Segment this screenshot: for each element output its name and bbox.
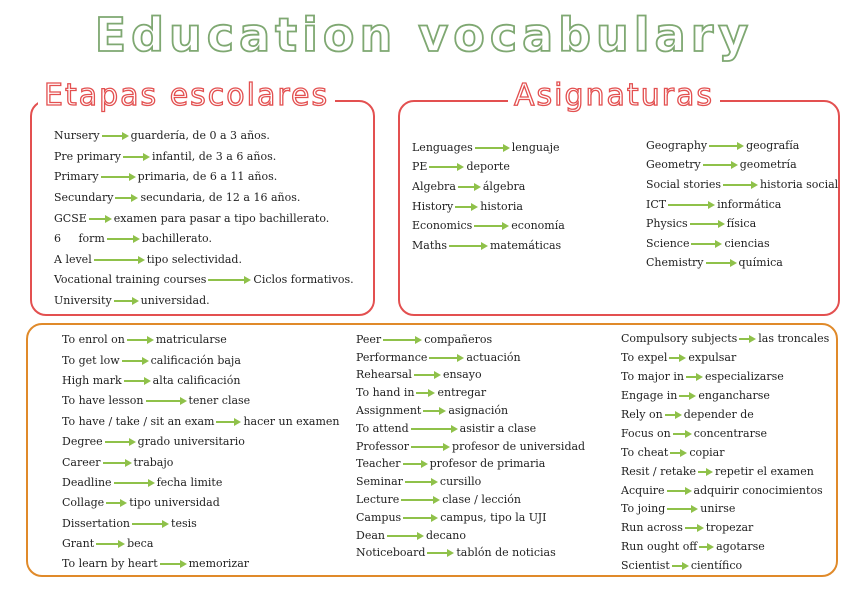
vocab-item xyxy=(621,387,829,406)
spanish-translation: adquirir conocimientos xyxy=(693,483,823,497)
spanish-translation: entregar xyxy=(437,386,487,400)
arrow-right-icon xyxy=(458,183,481,191)
arrow-right-icon xyxy=(105,438,136,446)
vocab-item xyxy=(412,197,565,217)
arrow-right-icon xyxy=(685,524,704,532)
spanish-translation: secundaria, de 12 a 16 años. xyxy=(140,191,301,205)
arrow-right-icon xyxy=(723,181,758,189)
arrow-right-icon xyxy=(670,449,687,457)
arrow-right-icon xyxy=(403,460,428,468)
spanish-translation: especializarse xyxy=(704,370,784,384)
vocab-item xyxy=(62,330,339,350)
spanish-translation: bachillerato. xyxy=(141,232,212,246)
english-term: Social stories xyxy=(646,177,722,191)
arrow-right-icon xyxy=(474,222,509,230)
arrow-right-icon xyxy=(102,132,129,140)
arrow-right-icon xyxy=(405,478,438,486)
spanish-translation: grado universitario xyxy=(137,435,245,449)
english-term: Assignment xyxy=(356,404,422,418)
vocab-item xyxy=(62,412,339,432)
english-term: To cheat xyxy=(621,445,669,459)
arrow-right-icon xyxy=(709,142,744,150)
english-term: ICT xyxy=(646,197,667,211)
arrow-right-icon xyxy=(96,540,125,548)
spanish-translation: compañeros xyxy=(424,332,493,346)
english-term: Primary xyxy=(54,170,99,184)
vocab-item xyxy=(54,208,354,229)
vocab-item xyxy=(62,493,339,513)
english-term: Campus xyxy=(356,510,402,524)
vocab-item xyxy=(621,443,829,462)
vocab-item xyxy=(54,291,354,312)
spanish-translation: calificación baja xyxy=(150,353,241,367)
arrow-right-icon xyxy=(122,357,149,365)
vocab-item xyxy=(646,156,838,176)
spanish-translation: asignación xyxy=(448,404,509,418)
arrow-right-icon xyxy=(114,479,155,487)
arrow-right-icon xyxy=(132,520,169,528)
spanish-translation: primaria, de 6 a 11 años. xyxy=(137,170,278,184)
arrow-right-icon xyxy=(216,418,241,426)
arrow-right-icon xyxy=(686,373,703,381)
arrow-right-icon xyxy=(115,194,138,202)
asignaturas-section xyxy=(398,78,840,316)
vocab-item xyxy=(621,538,829,557)
vocab-column-3 xyxy=(621,330,829,576)
spanish-translation: Ciclos formativos. xyxy=(253,273,354,287)
arrow-right-icon xyxy=(403,514,438,522)
spanish-translation: tesis xyxy=(171,516,197,530)
english-term: Run ought off xyxy=(621,540,698,554)
english-term: PE xyxy=(412,160,428,174)
spanish-translation: ensayo xyxy=(442,368,482,382)
vocab-item xyxy=(62,554,339,574)
english-term: To enrol on xyxy=(62,333,125,347)
vocab-item xyxy=(621,349,829,368)
spanish-translation: depender de xyxy=(683,408,754,421)
vocab-item xyxy=(412,236,565,256)
spanish-translation: economía xyxy=(511,219,565,233)
english-term: To learn by heart xyxy=(62,557,158,571)
spanish-translation: matemáticas xyxy=(489,238,562,252)
vocab-item xyxy=(356,438,585,456)
arrow-right-icon xyxy=(691,240,722,248)
english-term: Vocational training courses xyxy=(54,273,207,287)
vocab-item xyxy=(54,229,354,250)
vocab-item xyxy=(646,234,838,254)
arrow-right-icon xyxy=(411,425,458,433)
arrow-right-icon xyxy=(699,543,714,551)
arrow-right-icon xyxy=(416,389,435,397)
spanish-translation: universidad. xyxy=(140,294,210,308)
spanish-translation: fecha limite xyxy=(156,475,223,489)
english-term: Rehearsal xyxy=(356,368,412,382)
english-term: A level xyxy=(54,252,92,266)
arrow-right-icon xyxy=(429,354,464,362)
vocab-item xyxy=(356,349,585,367)
vocab-item xyxy=(62,452,339,472)
spanish-translation: hacer un examen xyxy=(243,414,340,428)
spanish-translation: campus, tipo la UJI xyxy=(440,510,547,524)
english-term: Maths xyxy=(412,238,447,252)
english-term: To have lesson xyxy=(62,394,144,408)
vocab-item xyxy=(412,216,565,236)
spanish-translation: las troncales xyxy=(758,332,830,346)
vocab-item xyxy=(646,175,838,195)
vocab-item xyxy=(54,126,354,147)
arrow-right-icon xyxy=(690,220,725,228)
english-term: Degree xyxy=(62,435,103,449)
arrow-right-icon xyxy=(429,163,464,171)
vocab-item xyxy=(356,527,585,545)
arrow-right-icon xyxy=(449,242,488,250)
vocab-item xyxy=(356,509,585,527)
arrow-right-icon xyxy=(698,468,713,476)
arrow-right-icon xyxy=(665,411,682,419)
vocab-item xyxy=(621,424,829,443)
spanish-translation: lenguaje xyxy=(511,140,560,154)
arrow-right-icon xyxy=(123,153,150,161)
arrow-right-icon xyxy=(101,173,136,181)
arrow-right-icon xyxy=(411,443,450,451)
english-term: Acquire xyxy=(621,483,665,497)
asignaturas-right-list xyxy=(646,136,838,273)
english-term: Noticeboard xyxy=(356,546,426,560)
vocab-item xyxy=(646,195,838,215)
spanish-translation: profesor de universidad xyxy=(452,439,586,453)
vocab-item xyxy=(54,250,354,271)
arrow-right-icon xyxy=(89,215,112,223)
spanish-translation: memorizar xyxy=(188,557,250,571)
vocab-item xyxy=(356,331,585,349)
spanish-translation: alta calificación xyxy=(152,373,241,387)
english-term: Performance xyxy=(356,350,428,364)
arrow-right-icon xyxy=(668,201,715,209)
english-term: Professor xyxy=(356,439,410,453)
arrow-right-icon xyxy=(94,256,145,264)
vocab-item xyxy=(621,481,829,500)
vocab-item xyxy=(62,514,339,534)
arrow-right-icon xyxy=(146,397,187,405)
asignaturas-title: Asignaturas xyxy=(508,78,720,113)
english-term: Nursery xyxy=(54,129,100,143)
english-term: Compulsory subjects xyxy=(621,332,738,346)
spanish-translation: cursillo xyxy=(439,475,482,489)
spanish-translation: tipo universidad xyxy=(129,496,220,510)
english-term: Geometry xyxy=(646,158,701,172)
vocab-item xyxy=(646,254,838,274)
english-term: Secundary xyxy=(54,191,114,205)
arrow-right-icon xyxy=(414,371,441,379)
english-term: Teacher xyxy=(356,457,401,471)
spanish-translation: beca xyxy=(127,537,154,551)
vocab-item xyxy=(62,432,339,452)
english-term: To joing xyxy=(621,502,666,516)
spanish-translation: deporte xyxy=(466,160,510,174)
etapas-escolares-title: Etapas escolares xyxy=(38,78,335,113)
arrow-right-icon xyxy=(114,297,139,305)
english-term: Seminar xyxy=(356,475,403,489)
spanish-translation: copiar xyxy=(689,445,725,459)
spanish-translation: expulsar xyxy=(688,351,737,365)
english-term: Career xyxy=(62,455,101,469)
vocab-item xyxy=(62,534,339,554)
vocab-item xyxy=(54,270,354,291)
arrow-right-icon xyxy=(427,549,454,557)
vocab-item xyxy=(356,456,585,474)
arrow-right-icon xyxy=(739,335,756,343)
spanish-translation: agotarse xyxy=(716,540,765,554)
arrow-right-icon xyxy=(423,407,446,415)
arrow-right-icon xyxy=(401,496,440,504)
english-term: To hand in xyxy=(356,386,415,400)
vocab-item xyxy=(646,214,838,234)
vocab-item xyxy=(621,406,829,425)
etapas-escolares-section xyxy=(30,78,375,316)
vocab-item xyxy=(621,368,829,387)
arrow-right-icon xyxy=(124,377,151,385)
spanish-translation: geometría xyxy=(739,158,797,172)
spanish-translation: clase / lección xyxy=(442,493,521,507)
spanish-translation: física xyxy=(726,217,757,231)
english-term: Resit / retake xyxy=(621,464,696,478)
arrow-right-icon xyxy=(127,336,154,344)
vocab-item xyxy=(412,177,565,197)
page-title: Education vocabulary xyxy=(94,8,754,62)
spanish-translation: historia xyxy=(480,199,523,213)
vocab-item xyxy=(356,384,585,402)
spanish-translation: tropezar xyxy=(705,521,754,535)
arrow-right-icon xyxy=(672,562,689,570)
english-term: Engage in xyxy=(621,389,678,403)
spanish-translation: guardería, de 0 a 3 años. xyxy=(130,129,270,143)
english-term: High mark xyxy=(62,373,122,387)
spanish-translation: álgebra xyxy=(482,179,526,193)
arrow-right-icon xyxy=(106,499,127,507)
spanish-translation: repetir el examen xyxy=(715,464,814,478)
english-term: Deadline xyxy=(62,475,112,489)
english-term: GCSE xyxy=(54,211,87,225)
arrow-right-icon xyxy=(706,259,737,267)
arrow-right-icon xyxy=(208,276,251,284)
spanish-translation: decano xyxy=(425,528,466,542)
spanish-translation: unirse xyxy=(700,502,736,516)
vocab-item xyxy=(646,136,838,156)
vocab-item xyxy=(412,138,565,158)
etapas-list xyxy=(54,126,354,311)
vocab-item xyxy=(356,473,585,491)
vocab-item xyxy=(62,473,339,493)
english-term: To get low xyxy=(62,353,120,367)
arrow-right-icon xyxy=(667,487,692,495)
english-term: To expel xyxy=(621,351,668,365)
english-term: Economics xyxy=(412,219,473,233)
vocab-item xyxy=(356,367,585,385)
english-term: Lenguages xyxy=(412,140,473,154)
english-term: To attend xyxy=(356,421,409,435)
vocab-item xyxy=(62,391,339,411)
arrow-right-icon xyxy=(107,235,140,243)
spanish-translation: infantil, de 3 a 6 años. xyxy=(151,149,277,163)
spanish-translation: engancharse xyxy=(698,389,770,403)
spanish-translation: actuación xyxy=(466,350,521,364)
vocab-item xyxy=(621,330,829,349)
english-term: History xyxy=(412,199,454,213)
vocab-item xyxy=(621,519,829,538)
arrow-right-icon xyxy=(673,430,692,438)
spanish-translation: ciencias xyxy=(724,236,770,250)
spanish-translation: examen para pasar a tipo bachillerato. xyxy=(113,211,330,225)
arrow-right-icon xyxy=(475,144,510,152)
vocab-item xyxy=(621,557,829,576)
english-term: Collage xyxy=(62,496,105,510)
spanish-translation: tablón de noticias xyxy=(456,546,556,560)
arrow-right-icon xyxy=(103,459,132,467)
english-term: Lecture xyxy=(356,493,400,507)
vocab-item xyxy=(356,545,585,563)
arrow-right-icon xyxy=(160,560,187,568)
asignaturas-left-list xyxy=(412,138,565,256)
arrow-right-icon xyxy=(383,336,422,344)
english-term: To major in xyxy=(621,370,684,384)
spanish-translation: química xyxy=(738,256,783,270)
english-term: Peer xyxy=(356,332,382,346)
vocab-column-1 xyxy=(62,330,339,575)
vocab-item xyxy=(356,420,585,438)
spanish-translation: tener clase xyxy=(188,394,251,408)
english-term: Dissertation xyxy=(62,516,131,530)
vocab-item xyxy=(54,188,354,209)
arrow-right-icon xyxy=(679,392,696,400)
english-term: University xyxy=(54,294,112,308)
english-term: Run across xyxy=(621,521,683,535)
english-term: Grant xyxy=(62,537,95,551)
vocab-item xyxy=(412,158,565,178)
spanish-translation: profesor de primaria xyxy=(429,457,546,471)
arrow-right-icon xyxy=(669,354,686,362)
vocab-item xyxy=(54,167,354,188)
english-term: Rely on xyxy=(621,408,663,421)
vocab-item xyxy=(356,402,585,420)
vocab-item xyxy=(54,147,354,168)
arrow-right-icon xyxy=(703,161,738,169)
vocab-item xyxy=(356,491,585,509)
vocab-item xyxy=(621,462,829,481)
vocab-item xyxy=(62,371,339,391)
english-term: Physics xyxy=(646,217,688,231)
spanish-translation: geografía xyxy=(746,138,800,152)
english-term: Science xyxy=(646,236,690,250)
english-term: Chemistry xyxy=(646,256,704,270)
english-term: Geography xyxy=(646,138,708,152)
arrow-right-icon xyxy=(455,203,478,211)
spanish-translation: concentrarse xyxy=(693,426,768,440)
english-term: Dean xyxy=(356,528,385,542)
vocab-item xyxy=(62,350,339,370)
spanish-translation: asistir a clase xyxy=(459,421,537,435)
spanish-translation: científico xyxy=(690,559,743,573)
english-term: To have / take / sit an exam xyxy=(62,414,215,428)
english-term: 6 form xyxy=(54,232,105,246)
english-term: Scientist xyxy=(621,559,670,573)
vocab-item xyxy=(621,500,829,519)
vocabulario-section xyxy=(26,323,838,577)
english-term: Algebra xyxy=(412,179,456,193)
spanish-translation: matricularse xyxy=(155,333,227,347)
vocab-column-2 xyxy=(356,331,585,562)
arrow-right-icon xyxy=(667,505,698,513)
spanish-translation: historia social xyxy=(760,177,839,191)
english-term: Focus on xyxy=(621,426,671,440)
spanish-translation: informática xyxy=(717,197,782,211)
spanish-translation: tipo selectividad. xyxy=(146,252,242,266)
spanish-translation: trabajo xyxy=(133,455,174,469)
arrow-right-icon xyxy=(387,532,424,540)
english-term: Pre primary xyxy=(54,149,121,163)
